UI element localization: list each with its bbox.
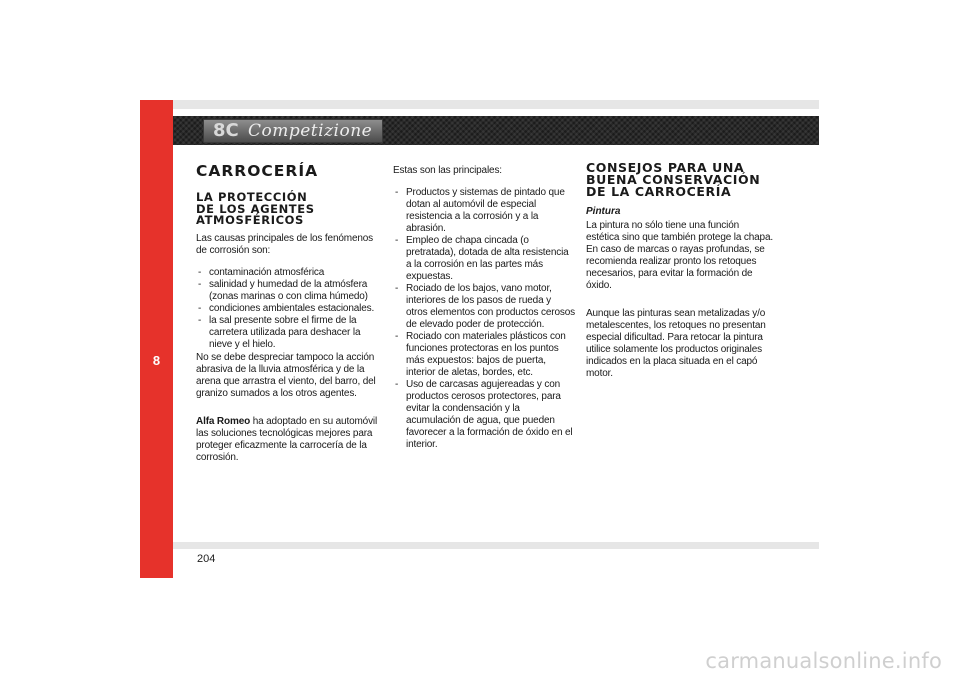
- list-item: - Uso de carcasas agujereadas y con productos cerosos protectores, para evitar la condensación y la acumulación de agua, que pueden favorecer a la formación de óxido en el interior.: [393, 379, 575, 451]
- top-rule: [173, 100, 819, 109]
- list-item: - Empleo de chapa cincada (o pretratada), dotada de alta resistencia a la corrosión en las partes más expuestas.: [393, 235, 575, 283]
- paint-paragraph-2: Aunque las pinturas sean metalizadas y/o metalescentes, los retoques no presentan especial dificultad. Para retocar la pintura utilice solamente los productos originales indicados en la placa situada en el capó motor.: [586, 308, 766, 379]
- subsection-title-line: DE LOS AGENTES: [196, 201, 315, 216]
- column-2: [393, 164, 575, 451]
- abrasion-paragraph: No se debe despreciar tampoco la acción abrasiva de la lluvia atmosférica y de la arena que arrastra el viento, del barro, del granizo sumados a los otros agentes.: [196, 351, 376, 399]
- list-item: - Rociado con materiales plásticos con funciones protectoras en los puntos más expuestos: bajos de puerta, interior de aletas, bordes, etc.: [393, 331, 575, 379]
- section-title-line: CONSEJOS PARA UNA: [586, 160, 745, 175]
- page-number: 204: [197, 553, 216, 565]
- paint-paragraph-1: La pintura no sólo tiene una función estética sino que también protege la chapa. En caso de marcas o rayas profundas, se recomienda realizar pronto los retoques necesarios, para evitar la formación de óxido.: [586, 220, 774, 291]
- alfa-romeo-paragraph: [196, 416, 384, 464]
- logo-model-name: Competizione: [248, 121, 373, 141]
- column-3: [586, 162, 774, 390]
- subhead-pintura: Pintura: [586, 206, 621, 217]
- logo-model-number: 8C: [213, 120, 239, 141]
- subsection-title-line: ATMOSFÉRICOS: [196, 213, 304, 227]
- protection-list: [393, 187, 575, 451]
- header-banner: [173, 116, 819, 145]
- paragraph-text: ha adoptado en su automóvil las soluciones tecnológicas mejores para proteger eficazmente la carrocería de la corrosión.: [196, 415, 378, 463]
- section-title-consejos: [586, 162, 774, 198]
- watermark-text: carmanualsonline.info: [705, 649, 942, 673]
- section-title-carroceria: CARROCERÍA: [196, 162, 319, 180]
- list-item: - Rociado de los bajos, vano motor, interiores de los pasos de rueda y otros elementos con productos cerosos de elevado poder de protección.: [393, 283, 575, 331]
- brand-name: Alfa Romeo: [196, 415, 251, 427]
- section-title-line: DE LA CARROCERÍA: [586, 184, 732, 199]
- causes-list: [196, 267, 384, 351]
- list-item: - Productos y sistemas de pintado que dotan al automóvil de especial resistencia a la corrosión y a la abrasión.: [393, 187, 575, 235]
- subsection-title-line: LA PROTECCIÓN: [196, 190, 308, 204]
- chapter-number: 8: [152, 353, 161, 368]
- section-title-line: BUENA CONSERVACIÓN: [586, 172, 761, 187]
- list-item: - la sal presente sobre el firme de la carretera utilizada para deshacer la nieve y el hielo.: [196, 315, 384, 351]
- list-item: - contaminación atmosférica: [196, 267, 384, 279]
- column-1: [196, 162, 384, 474]
- principal-intro: Estas son las principales:: [393, 165, 502, 176]
- list-item: - condiciones ambientales estacionales.: [196, 303, 384, 315]
- subsection-title-proteccion: [196, 192, 384, 227]
- model-logo: [203, 119, 383, 143]
- list-item: - salinidad y humedad de la atmósfera (zonas marinas o con clima húmedo): [196, 279, 384, 303]
- chapter-side-tab: [140, 100, 173, 578]
- bottom-rule: [173, 542, 819, 549]
- intro-paragraph: Las causas principales de los fenómenos de corrosión son:: [196, 232, 374, 256]
